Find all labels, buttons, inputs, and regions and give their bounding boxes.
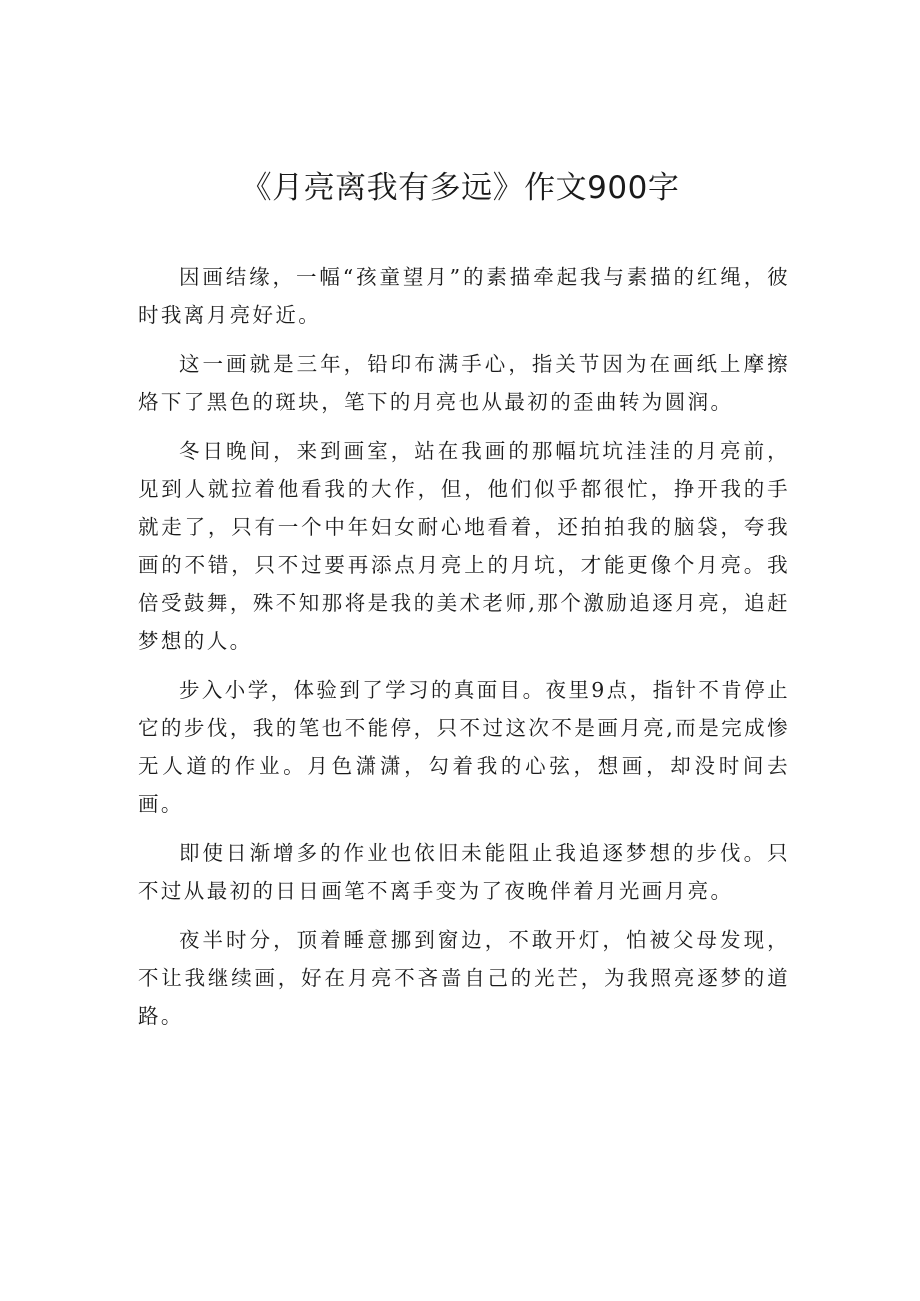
document-title: 《月亮离我有多远》作文900字 <box>240 170 680 206</box>
paragraph-3: 冬日晚间，来到画室，站在我画的那幅坑坑洼洼的月亮前，见到人就拉着他看我的大作，但，他们似乎都很忙，挣开我的手就走了，只有一个中年妇女耐心地看着，还拍拍我的脑袋，夸我画的不错，只不过要再添点月亮上的月坑，才能更像个月亮。我倍受鼓舞，殊不知那将是我的美术老师,那个激励追逐月亮，追赶梦想的人。 <box>138 439 790 653</box>
paragraph-4: 步入小学，体验到了学习的真面目。夜里9点，指针不肯停止它的步伐，我的笔也不能停，只不过这次不是画月亮,而是完成惨无人道的作业。月色潇潇，勾着我的心弦，想画，却没时间去画。 <box>138 678 790 816</box>
paragraph-1: 因画结缘，一幅“孩童望月”的素描牵起我与素描的红绳，彼时我离月亮好近。 <box>138 265 790 327</box>
paragraph-2: 这一画就是三年，铅印布满手心，指关节因为在画纸上摩擦烙下了黑色的斑块，笔下的月亮也从最初的歪曲转为圆润。 <box>138 352 790 414</box>
paragraph-6: 夜半时分，顶着睡意挪到窗边，不敢开灯，怕被父母发现，不让我继续画，好在月亮不吝啬自己的光芒，为我照亮逐梦的道路。 <box>138 928 790 1028</box>
paragraph-5: 即使日渐增多的作业也依旧未能阻止我追逐梦想的步伐。只不过从最初的日日画笔不离手变为了夜晚伴着月光画月亮。 <box>138 841 790 903</box>
document-body <box>138 258 790 1046</box>
